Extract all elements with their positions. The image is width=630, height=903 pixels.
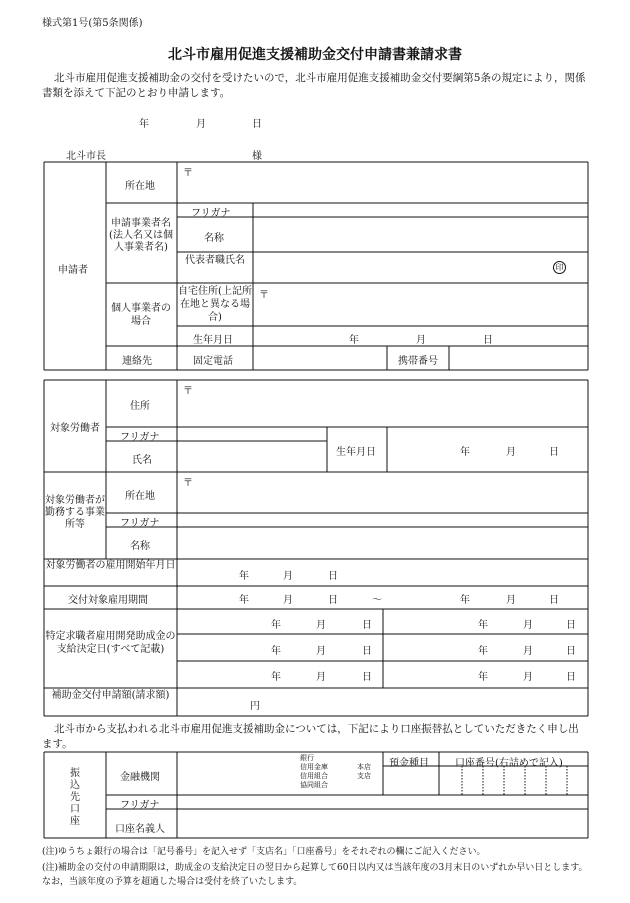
bank-furigana-field[interactable] — [178, 796, 587, 808]
applicant-section-label: 申請者 — [58, 265, 88, 276]
worker-furigana-field[interactable] — [178, 428, 326, 440]
landline-label: 固定電話 — [193, 356, 233, 367]
applicant-furigana-field[interactable] — [254, 204, 587, 216]
decision-5-year: 年 — [271, 672, 281, 683]
worker-name-label: 氏名 — [132, 455, 152, 466]
worker-section-label: 対象労働者 — [50, 423, 100, 434]
decision-4-day: 日 — [566, 646, 576, 657]
intro-text: 北斗市雇用促進支援補助金の交付を受けたいので，北斗市雇用促進支援補助金交付要綱第5条の規定により，関係書類を添えて下記のとおり申請します。 — [42, 72, 586, 99]
deposit-type-field[interactable] — [384, 767, 438, 794]
applicant-name-label: 名称 — [204, 233, 224, 244]
date-day: 日 — [252, 119, 262, 130]
landline-field[interactable] — [254, 347, 386, 369]
bank-furigana-label: フリガナ — [120, 800, 160, 811]
institution-types[interactable] — [300, 754, 328, 790]
type-shinkumi: 信用組合 — [300, 772, 328, 780]
applicant-business-name-label: 申請事業者名(法人名又は個人事業者名) — [109, 218, 173, 253]
workplace-address-label: 所在地 — [125, 491, 155, 502]
period-end-year: 年 — [460, 595, 470, 606]
decision-2-month: 月 — [523, 620, 533, 631]
decision-4-month: 月 — [523, 646, 533, 657]
decision-1-month: 月 — [316, 620, 326, 631]
period-end-day: 日 — [549, 595, 559, 606]
worker-birth-day: 日 — [549, 447, 559, 458]
decision-6-year: 年 — [478, 672, 488, 683]
account-number-label: 口座番号(右詰めで記入) — [455, 758, 563, 769]
type-shinkin: 信用金庫 — [300, 763, 328, 771]
applicant-representative-label: 代表者職氏名 — [185, 255, 245, 266]
decision-1-day: 日 — [362, 620, 372, 631]
workplace-address-postal: 〒 — [183, 478, 193, 489]
period-start-month: 月 — [283, 595, 293, 606]
branch-types[interactable] — [357, 763, 371, 781]
applicant-birthdate-label: 生年月日 — [193, 335, 233, 346]
form-number: 様式第1号(第5条関係) — [42, 18, 143, 29]
decision-3-year: 年 — [271, 646, 281, 657]
worker-furigana-label: フリガナ — [120, 432, 160, 443]
applicant-address-postal: 〒 — [183, 168, 193, 179]
mobile-label: 携帯番号 — [398, 356, 438, 367]
worker-address-field[interactable] — [178, 394, 587, 426]
worker-birthdate-label: 生年月日 — [336, 447, 376, 458]
bank-section-label: 振込先口座 — [70, 768, 80, 827]
worker-birth-month: 月 — [506, 447, 516, 458]
period-separator: ～ — [372, 595, 382, 606]
worker-address-label: 住所 — [130, 401, 150, 412]
workplace-section-label: 対象労働者が勤務する事業所等 — [45, 495, 105, 530]
birthdate-day: 日 — [483, 335, 493, 346]
type-kyodo: 協同組合 — [300, 781, 328, 789]
period-start-year: 年 — [239, 595, 249, 606]
institution-label: 金融機関 — [120, 772, 160, 783]
employment-start-year: 年 — [239, 571, 249, 582]
branch-branch: 支店 — [357, 772, 371, 780]
type-bank: 銀行 — [300, 754, 314, 762]
period-start-day: 日 — [328, 595, 338, 606]
account-number-field[interactable] — [440, 767, 587, 794]
applicant-address-label: 所在地 — [125, 181, 155, 192]
workplace-address-field[interactable] — [178, 486, 587, 512]
employment-start-day: 日 — [328, 571, 338, 582]
decision-6-month: 月 — [523, 672, 533, 683]
decision-3-day: 日 — [362, 646, 372, 657]
subsidy-period-label: 交付対象雇用期間 — [68, 595, 148, 606]
account-holder-label: 口座名義人 — [115, 824, 165, 835]
worker-birth-year: 年 — [460, 447, 470, 458]
decision-4-year: 年 — [478, 646, 488, 657]
decision-5-day: 日 — [362, 672, 372, 683]
employment-start-month: 月 — [283, 571, 293, 582]
account-holder-field[interactable] — [178, 810, 587, 837]
workplace-name-field[interactable] — [178, 528, 587, 558]
worker-name-field[interactable] — [178, 442, 326, 471]
employment-start-label: 対象労働者の雇用開始年月日 — [45, 560, 176, 571]
decision-2-year: 年 — [478, 620, 488, 631]
amount-field[interactable] — [178, 689, 248, 715]
applicant-furigana-label: フリガナ — [191, 208, 231, 219]
applicant-address-field[interactable] — [178, 176, 587, 202]
institution-field[interactable] — [178, 753, 300, 794]
contact-label: 連絡先 — [122, 356, 152, 367]
note-1: (注)ゆうちょ銀行の場合は「記号番号」を記入せず「支店名」「口座番号」をそれぞれの欄にご記入ください。 — [42, 847, 486, 857]
workplace-furigana-label: フリガナ — [120, 518, 160, 529]
page-title: 北斗市雇用促進支援補助金交付申請書兼請求書 — [168, 47, 462, 63]
birthdate-month: 月 — [416, 335, 426, 346]
bank-intro: 北斗市から支払われる北斗市雇用促進支援補助金については，下記により口座振替払としていただきたく申し出ます。 — [42, 723, 579, 750]
mobile-field[interactable] — [450, 347, 587, 369]
decision-3-month: 月 — [316, 646, 326, 657]
deposit-type-label: 預金種目 — [389, 758, 429, 769]
home-address-postal: 〒 — [259, 290, 269, 301]
period-end-month: 月 — [506, 595, 516, 606]
decision-dates-label: 特定求職者雇用開発助成金の支給決定日(すべて記載) — [45, 631, 176, 655]
applicant-name-field[interactable] — [254, 218, 587, 251]
home-address-label: 自宅住所(上記所在地と異なる場合) — [178, 286, 252, 323]
currency-unit: 円 — [250, 701, 260, 712]
amount-label: 補助金交付申請額(請求額) — [51, 690, 170, 701]
decision-2-day: 日 — [566, 620, 576, 631]
worker-address-postal: 〒 — [183, 386, 193, 397]
workplace-name-label: 名称 — [130, 541, 150, 552]
note-2: (注)補助金の交付の申請期限は，助成金の支給決定日の翌日から起算して60日以内又は当該年度の3月末日のいずれか早い日とします。なお，当該年度の予算を超過した場合は受付を終了いたします。 — [42, 863, 588, 887]
workplace-furigana-field[interactable] — [178, 514, 587, 526]
decision-1-year: 年 — [271, 620, 281, 631]
decision-5-month: 月 — [316, 672, 326, 683]
branch-head: 本店 — [357, 763, 371, 771]
date-month: 月 — [196, 119, 206, 130]
birthdate-year: 年 — [349, 335, 359, 346]
addressee: 北斗市長 — [66, 151, 106, 162]
honorific: 様 — [252, 151, 262, 162]
applicant-representative-field[interactable] — [254, 253, 544, 282]
date-year: 年 — [139, 119, 149, 130]
home-address-field[interactable] — [254, 298, 587, 325]
sole-proprietor-label: 個人事業者の場合 — [111, 303, 171, 327]
seal-mark: 印 — [553, 261, 566, 274]
decision-6-day: 日 — [566, 672, 576, 683]
